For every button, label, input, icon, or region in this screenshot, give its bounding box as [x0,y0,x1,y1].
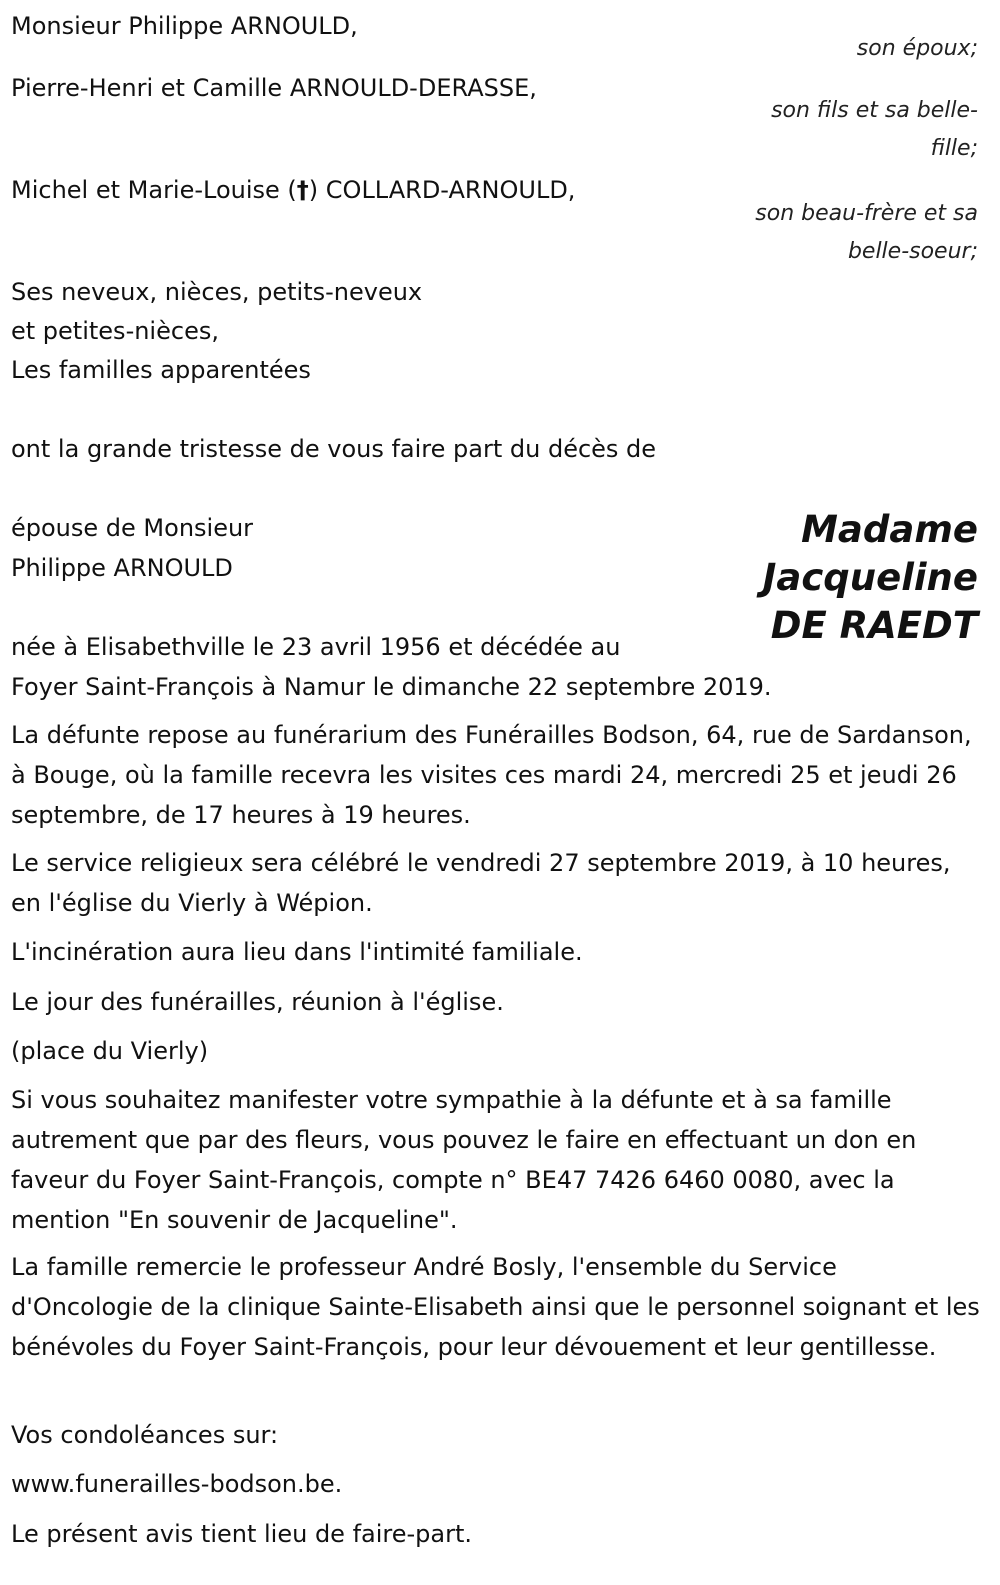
birth-death-line-1: née à Elisabethville le 23 avril 1956 et décédée au [11,633,621,661]
relatives-line-3: Les familles apparentées [11,356,311,384]
condolences-paragraph: Vos condoléances sur: [11,1421,279,1449]
deceased-first-name: Jacqueline [762,556,978,599]
website-link[interactable]: www.funerailles-bodson.be. [11,1470,343,1498]
birth-death-line-2: Foyer Saint-François à Namur le dimanche 22 septembre 2019. [11,673,772,701]
service-paragraph: Le service religieux sera célébré le vendredi 27 septembre 2019, à 10 heures, en l'église du Vierly à Wépion. [11,849,951,917]
deceased-last-name: DE RAEDT [770,604,978,647]
relatives-line-1: Ses neveux, nièces, petits-neveux [11,278,423,306]
deceased-name [763,506,978,650]
closing-paragraph: Le présent avis tient lieu de faire-part. [11,1520,473,1548]
spouse-line-1: épouse de Monsieur [11,514,254,542]
family-member-2-relation: son fils et sa belle- fille; [771,98,978,161]
family-member-3: Michel et Marie-Louise (†) COLLARD-ARNOULD, [11,176,576,204]
gathering-paragraph: Le jour des funérailles, réunion à l'église. [11,988,504,1016]
cross-icon: † [296,176,309,204]
place-paragraph: (place du Vierly) [11,1037,209,1065]
cremation-paragraph: L'incinération aura lieu dans l'intimité familiale. [11,938,583,966]
announcement-text: ont la grande tristesse de vous faire part du décès de [11,435,657,463]
thanks-paragraph: La famille remercie le professeur André Bosly, l'ensemble du Service d'Oncologie de la clinique Sainte-Elisabeth ainsi que le personnel soignant et les bénévoles du Foyer Saint-François, pour leur dévouement et leur gentillesse. [11,1253,980,1361]
family-member-1: Monsieur Philippe ARNOULD, [11,12,358,40]
deceased-title: Madame [801,508,978,551]
family-member-2: Pierre-Henri et Camille ARNOULD-DERASSE, [11,74,537,102]
family-member-3-relation: son beau-frère et sa belle-soeur; [755,201,978,264]
family-member-1-relation: son époux; [856,36,978,61]
visitation-paragraph: La défunte repose au funérarium des Funérailles Bodson, 64, rue de Sardanson, à Bouge, où la famille recevra les visites ces mardi 24, mercredi 25 et jeudi 26 septembre, de 17 heures à 19 heures. [11,721,972,829]
donation-paragraph: Si vous souhaitez manifester votre sympathie à la défunte et à sa famille autrement que par des fleurs, vous pouvez le faire en effectuant un don en faveur du Foyer Saint-François, compte n° BE47 7426 6460 0080, avec la mention "En souvenir de Jacqueline". [11,1086,917,1234]
spouse-line-2: Philippe ARNOULD [11,554,233,582]
relatives-line-2: et petites-nièces, [11,317,219,345]
